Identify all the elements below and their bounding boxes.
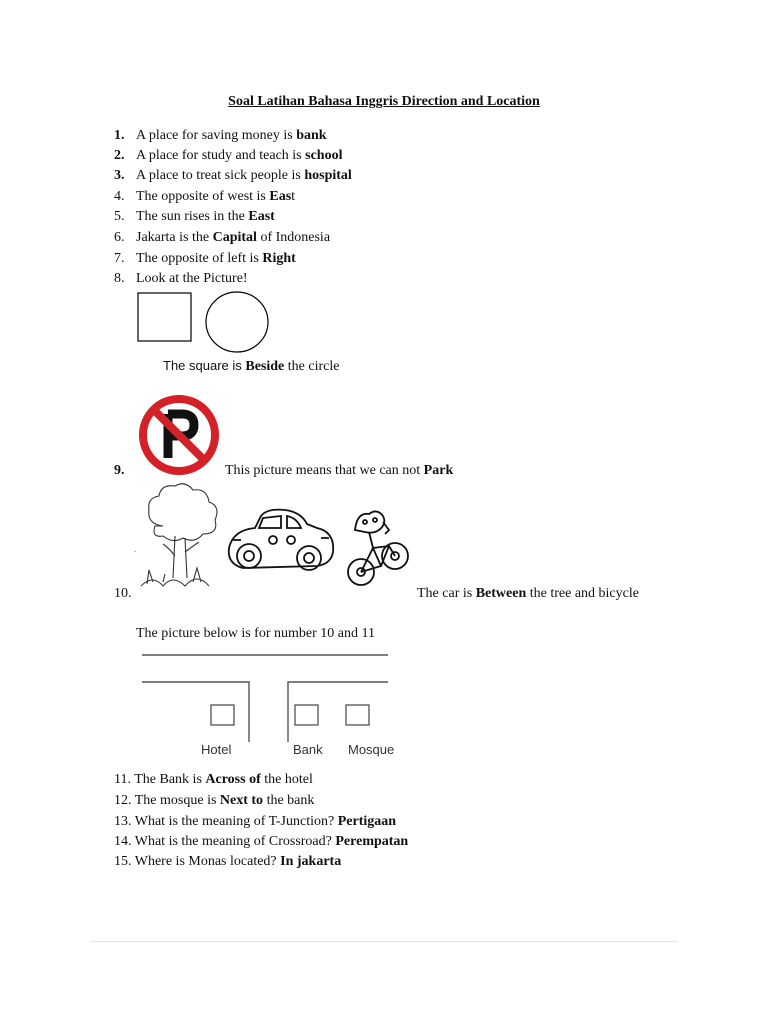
question-text-after: the tree and bicycle bbox=[526, 586, 639, 601]
question-number: 10. bbox=[114, 586, 132, 601]
bank-label: Bank bbox=[293, 742, 323, 757]
answer: Right bbox=[262, 251, 296, 266]
question-number: 4. bbox=[114, 189, 125, 204]
question-text: The Bank is bbox=[134, 772, 206, 787]
answer: school bbox=[305, 148, 343, 163]
answer: In jakarta bbox=[280, 854, 342, 869]
question-text: The sun rises in the bbox=[136, 209, 249, 224]
square-circle-picture bbox=[134, 290, 274, 356]
answer: hospital bbox=[304, 168, 352, 183]
worksheet-title: Soal Latihan Bahasa Inggris Direction and Location bbox=[228, 94, 540, 109]
question-number: 7. bbox=[114, 251, 125, 266]
mosque-label: Mosque bbox=[348, 742, 395, 757]
mosque-building bbox=[346, 705, 369, 725]
answer: bank bbox=[296, 128, 327, 143]
svg-text:.: . bbox=[134, 545, 137, 554]
question-number: 13. bbox=[114, 814, 132, 829]
hotel-building bbox=[211, 705, 234, 725]
question-text: The opposite of left is bbox=[136, 251, 263, 266]
question-text: What is the meaning of Crossroad? bbox=[134, 834, 336, 849]
question-number: 2. bbox=[114, 148, 125, 163]
question-text: Where is Monas located? bbox=[134, 854, 281, 869]
question-number: 5. bbox=[114, 209, 125, 224]
question-8-caption bbox=[163, 358, 339, 375]
answer: Across of bbox=[205, 772, 261, 787]
bicycle-icon bbox=[348, 511, 408, 585]
question-text: What is the meaning of T-Junction? bbox=[134, 814, 338, 829]
question-text-after: of Indonesia bbox=[256, 230, 331, 245]
answer: Between bbox=[475, 586, 527, 601]
answer: Beside bbox=[245, 359, 285, 374]
question-text: The opposite of west is bbox=[136, 189, 270, 204]
circle-shape bbox=[206, 292, 268, 352]
answer: Park bbox=[423, 463, 454, 478]
map-intro-text: The picture below is for number 10 and 11 bbox=[136, 626, 375, 641]
question-text: The mosque is bbox=[134, 793, 220, 808]
question-text: Jakarta is the bbox=[136, 230, 213, 245]
square-shape bbox=[138, 293, 191, 341]
answer: Perempatan bbox=[335, 834, 409, 849]
question-number: 8. bbox=[114, 271, 125, 286]
question-text: Look at the Picture! bbox=[136, 271, 248, 286]
question-9-text bbox=[225, 463, 453, 479]
question-number: 11. bbox=[114, 772, 131, 787]
answer: Eas bbox=[269, 189, 292, 204]
answer: Pertigaan bbox=[337, 814, 397, 829]
question-text: A place for saving money is bbox=[136, 128, 297, 143]
question-text-after: the bank bbox=[263, 793, 315, 808]
question-text: The car is bbox=[417, 586, 476, 601]
question-number: 15. bbox=[114, 854, 132, 869]
question-number: 9. bbox=[114, 463, 125, 478]
question-text: A place to treat sick people is bbox=[136, 168, 305, 183]
question-number: 3. bbox=[114, 168, 125, 183]
question-number: 14. bbox=[114, 834, 132, 849]
question-text: A place for study and teach is bbox=[136, 148, 306, 163]
question-text: This picture means that we can not bbox=[225, 463, 424, 478]
question-number: 12. bbox=[114, 793, 132, 808]
question-number: 1. bbox=[114, 128, 125, 143]
no-parking-sign-icon bbox=[138, 394, 222, 478]
answer: East bbox=[248, 209, 275, 224]
tree-car-bicycle-picture bbox=[133, 478, 413, 598]
answer: Capital bbox=[212, 230, 257, 245]
hotel-label: Hotel bbox=[201, 742, 232, 757]
question-10-text bbox=[417, 586, 639, 602]
street-map-picture bbox=[134, 650, 414, 762]
question-text-after: the hotel bbox=[260, 772, 313, 787]
caption-text-after: the circle bbox=[284, 359, 340, 374]
page-bottom-divider bbox=[90, 941, 678, 942]
answer-suffix: t bbox=[291, 189, 296, 204]
car-icon bbox=[229, 510, 333, 570]
tree-icon bbox=[141, 484, 217, 586]
bank-building bbox=[295, 705, 318, 725]
question-number: 6. bbox=[114, 230, 125, 245]
caption-text: The square is bbox=[163, 358, 246, 373]
answer: Next to bbox=[219, 793, 264, 808]
